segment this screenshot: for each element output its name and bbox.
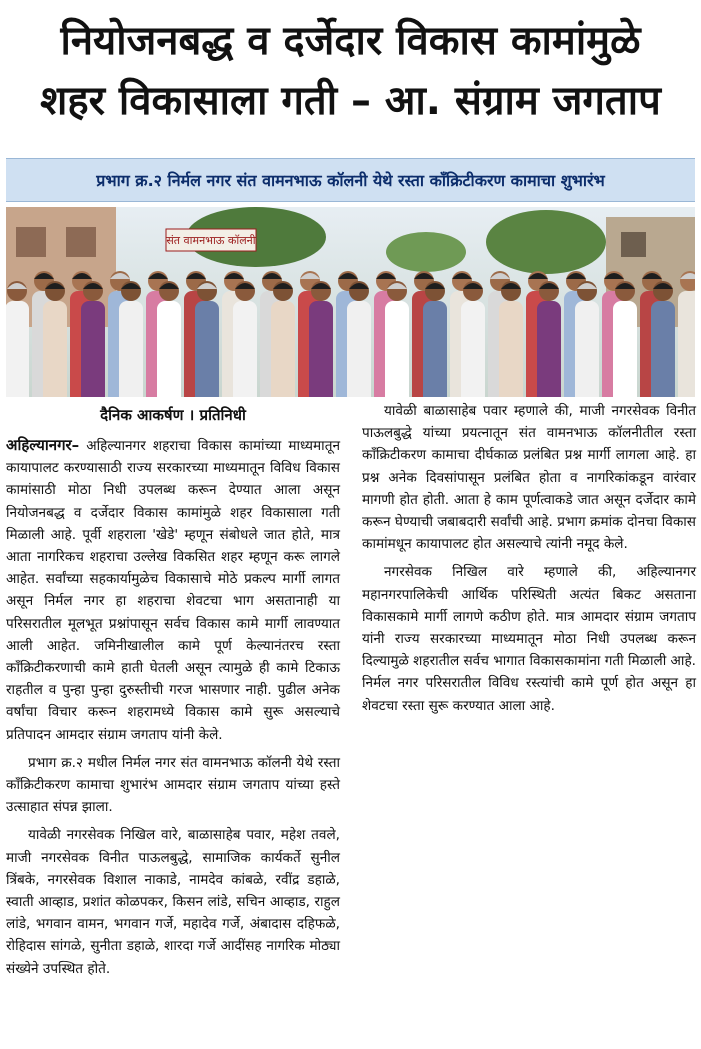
- headline-line-1: नियोजनबद्ध व दर्जेदार विकास कामांमुळे: [60, 18, 641, 64]
- crowd-person-body: [157, 301, 181, 397]
- dateline: अहिल्यानगर–: [6, 436, 80, 454]
- article-paragraph-4: यावेळी बाळासाहेब पवार म्हणाले की, माजी नगरसेवक विनीत पाऊलबुद्धे यांच्या प्रयत्नातून संत वामनभाऊ कॉलनीतील रस्ता कॉंक्रिटीकरण कामाचा दीर्घकाळ प्रलंबित प्रश्न मार्गी लागला आहे. हा प्रश्न अनेक दिवसांपासून प्रलंबित होता व नागरिकांकडून वारंवार मागणी होत होती. आता हे काम पूर्णत्वाकडे जात असून दर्जेदार कामे करून घेण्याची जबाबदारी सर्वांची आहे. प्रभाग क्रमांक दोनचा विकास कामांमधून कायापालट होत असल्याचे त्यांनी नमूद केले.: [362, 403, 696, 553]
- crowd-person-body: [499, 301, 523, 397]
- crowd-person-body: [6, 301, 29, 397]
- subheadline-bar: [6, 158, 695, 202]
- article-paragraph-2: प्रभाग क्र.२ मधील निर्मल नगर संत वामनभाऊ कॉलनी येथे रस्ता कॉंक्रिटीकरण कामाचा शुभारंभ आमदार संग्राम जगताप यांच्या हस्ते उत्साहात संपन्न झाला.: [6, 754, 340, 816]
- crowd-person-body: [309, 301, 333, 397]
- crowd-person-body: [43, 301, 67, 397]
- crowd-person-body: [461, 301, 485, 397]
- crowd-person-body: [678, 291, 695, 397]
- crowd-person-body: [613, 301, 637, 397]
- crowd-person-body: [81, 301, 105, 397]
- crowd-person-body: [423, 301, 447, 397]
- headline-line-2: शहर विकासाला गती – आ. संग्राम जगताप: [40, 78, 661, 124]
- crowd-person-body: [651, 301, 675, 397]
- article-paragraph-1-text: अहिल्यानगर शहराचा विकास कामांच्या माध्यमातून कायापालट करण्यासाठी राज्य सरकारच्या माध्यमातून विविध विकास कामांसाठी मोठा निधी उपलब्ध करून देण्यात आला असून नियोजनबद्ध व दर्जेदार विकास कामांमुळे शहर विकासाला गती मिळाली आहे. पूर्वी शहराला 'खेडे' म्हणून संबोधले जात होते, मात्र आता नागरिकच शहराचा उल्लेख विकसित शहर म्हणून करू लागले आहेत. सर्वांच्या सहकार्यामुळेच विकासाचे मोठे प्रकल्प मार्गी लागत असून निर्मल नगर हा शहराचा शेवटचा भाग असतानाही या परिसरातील मूलभूत प्रश्नांपासून सर्वच विकास कामे मार्गी लावण्यात आली आहेत. जमिनीखालील कामे पूर्ण केल्यानंतरच रस्ता कॉंक्रिटीकरणाची कामे हाती घेतली असून त्यामुळे ही कामे टिकाऊ राहतील व पुन्हा पुन्हा दुरुस्तीची गरज भासणार नाही. पुढील अनेक वर्षांचा विचार करून शहरामध्ये विकास कामे सुरू असल्याचे प्रतिपादन आमदार संग्राम जगताप यांनी केले.: [6, 438, 340, 743]
- crowd-person-body: [537, 301, 561, 397]
- crowd-person-body: [119, 301, 143, 397]
- crowd-person-body: [195, 301, 219, 397]
- article-column-left: [6, 400, 340, 986]
- article-paragraph-1: [6, 434, 340, 746]
- crowd-person-body: [347, 301, 371, 397]
- byline: दैनिक आकर्षण । प्रतिनिधी: [100, 406, 246, 424]
- group-photo-illustration: [6, 207, 695, 397]
- crowd-person-body: [385, 301, 409, 397]
- crowd-person-body: [233, 301, 257, 397]
- crowd-person-body: [271, 301, 295, 397]
- news-photo: [6, 207, 695, 397]
- subheadline: प्रभाग क्र.२ निर्मल नगर संत वामनभाऊ कॉलनी येथे रस्ता कॉंक्रिटीकरण कामाचा शुभारंभ: [96, 171, 605, 190]
- article-column-right: [362, 400, 696, 723]
- crowd-person-body: [575, 301, 599, 397]
- article-paragraph-5: नगरसेवक निखिल वारे म्हणाले की, अहिल्यानगर महानगरपालिकेची आर्थिक परिस्थिती अत्यंत बिकट असताना विकासकामे मार्गी लागणे कठीण होते. मात्र आमदार संग्राम जगताप यांनी राज्य सरकारच्या माध्यमातून मोठा निधी उपलब्ध करून दिल्यामुळे शहरातील सर्वच भागात विकासकामांना गती मिळाली आहे. निर्मल नगर परिसरातील विविध रस्त्यांची कामे पूर्ण होत असून हा शेवटचा रस्ता सुरू करण्यात आला आहे.: [362, 564, 696, 714]
- article-paragraph-3: यावेळी नगरसेवक निखिल वारे, बाळासाहेब पवार, महेश तवले, माजी नगरसेवक विनीत पाऊलबुद्धे, सामाजिक कार्यकर्ते सुनील त्रिंबके, नगरसेवक विशाल नाकाडे, नामदेव कांबळे, रवींद्र डहाळे, स्वाती आव्हाड, प्रशांत कोळपकर, किसन लांडे, सचिन आव्हाड, राहुल लांडे, भगवान वामन, भगवान गर्जे, महादेव गर्जे, अंबादास दहिफळे, रोहिदास सांगळे, सुनीता डहाळे, शारदा गर्जे आदींसह नागरिक मोठ्या संख्येने उपस्थित होते.: [6, 827, 340, 977]
- banner-text: संत वामनभाऊ कॉलनी: [166, 234, 256, 247]
